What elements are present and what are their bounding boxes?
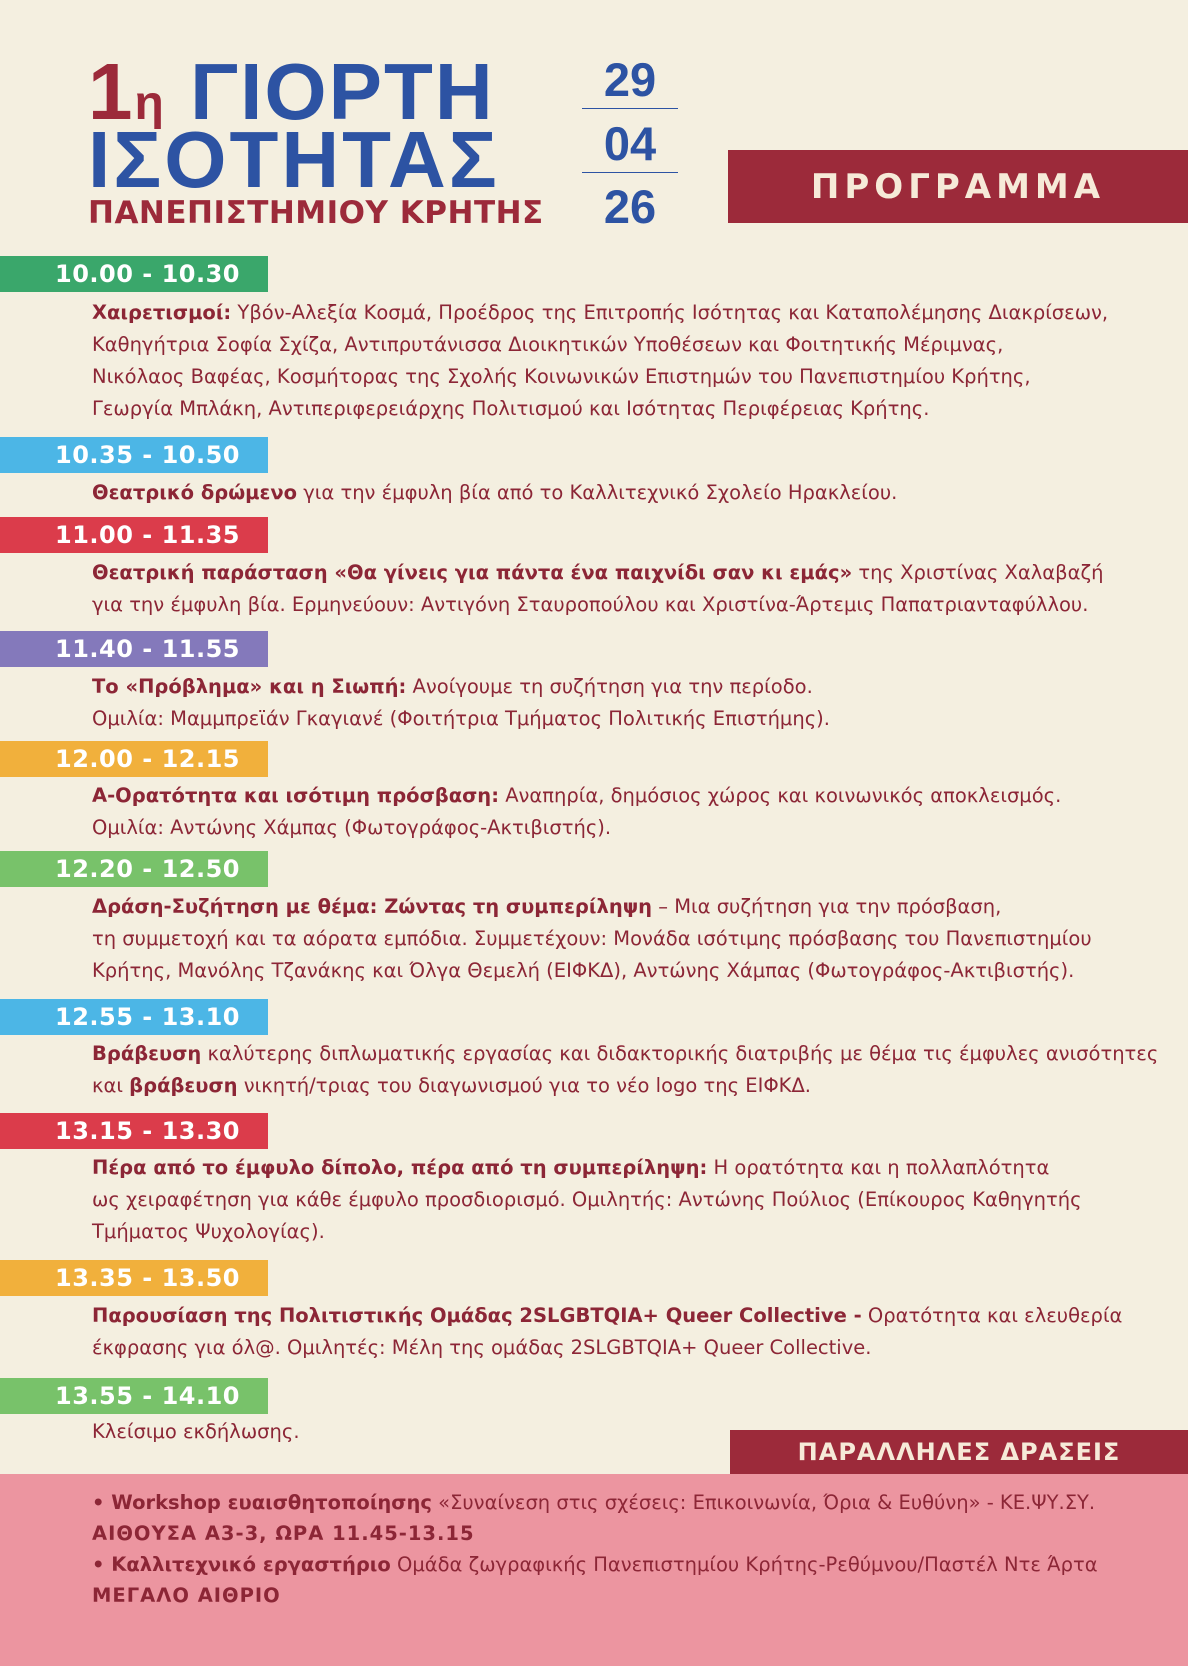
time-slot: 10.00 - 10.30 [0, 256, 268, 292]
item-text: για την έμφυλη βία από το Καλλιτεχνικό Σχολείο Ηρακλείου. [297, 481, 898, 504]
time-slot: 13.55 - 14.10 [0, 1378, 268, 1414]
ordinal-suffix: η [134, 77, 166, 130]
time-slot: 12.20 - 12.50 [0, 851, 268, 887]
parallel-item-heading: • Workshop ευαισθητοποίησης [92, 1491, 432, 1514]
program-banner: ΠΡΟΓΡΑΜΜΑ [728, 150, 1188, 223]
item-text: Η ορατότητα και η πολλαπλότητα [707, 1156, 1050, 1179]
parallel-actions-banner: ΠΑΡΑΛΛΗΛΕΣ ΔΡΑΣΕΙΣ [730, 1430, 1188, 1474]
time-slot: 12.55 - 13.10 [0, 999, 268, 1035]
ordinal-number: 1 [88, 47, 135, 136]
item-text: Ομιλία: Μαμμπρεϊάν Γκαγιανέ (Φοιτήτρια Τμήματος Πολιτικής Επιστήμης). [92, 707, 830, 730]
parallel-item-text: Ομάδα ζωγραφικής Πανεπιστημίου Κρήτης-Ρεθύμνου/Παστέλ Ντε Άρτα [390, 1553, 1098, 1576]
schedule-item [92, 671, 1162, 735]
item-text: Ανοίγουμε τη συζήτηση για την περίοδο. [406, 675, 813, 698]
time-slot: 13.35 - 13.50 [0, 1260, 268, 1296]
schedule-item [92, 1038, 1162, 1102]
title-word-1: ΓΙΟΡΤΗ [190, 47, 495, 136]
item-text: τη συμμετοχή και τα αόρατα εμπόδια. Συμμετέχουν: Μονάδα ισότιμης πρόσβασης του Πανεπιστημίου [92, 927, 1092, 950]
time-slot: 13.15 - 13.30 [0, 1113, 268, 1149]
title-word-2: ΙΣΟΤΗΤΑΣ [88, 115, 500, 204]
schedule-item [92, 557, 1162, 621]
date-month: 04 [603, 117, 657, 170]
parallel-item [92, 1550, 1098, 1580]
item-heading: Δράση-Συζήτηση με θέμα: Ζώντας τη συμπερίληψη [92, 895, 653, 918]
time-slot: 12.00 - 12.15 [0, 741, 268, 777]
item-heading: Βράβευση [92, 1042, 202, 1065]
item-text: Υβόν-Αλεξία Κοσμά, Προέδρος της Επιτροπής Ισότητας και Καταπολέμησης Διακρίσεων, [231, 301, 1109, 324]
parallel-item [92, 1488, 1095, 1518]
event-subtitle: ΠΑΝΕΠΙΣΤΗΜΙΟΥ ΚΡΗΤΗΣ [88, 195, 544, 231]
schedule-item [92, 780, 1162, 844]
schedule-item [92, 477, 1162, 509]
item-text: Κλείσιμο εκδήλωσης. [92, 1420, 300, 1443]
item-text: Ορατότητα και ελευθερία [861, 1304, 1123, 1327]
parallel-item-location: ΑΙΘΟΥΣΑ Α3-3, ΩΡΑ 11.45-13.15 [92, 1522, 475, 1545]
item-text: Αναπηρία, δημόσιος χώρος και κοινωνικός αποκλεισμός. [499, 784, 1062, 807]
date-year: 26 [603, 180, 657, 233]
item-text: Τμήματος Ψυχολογίας). [92, 1220, 325, 1243]
date-day: 29 [603, 53, 657, 106]
item-text: και [92, 1074, 130, 1097]
item-text: ως χειραφέτηση για κάθε έμφυλο προσδιορισμό. Ομιλητής: Αντώνης Πούλιος (Επίκουρος Καθηγητής [92, 1188, 1082, 1211]
parallel-item-text: «Συναίνεση στις σχέσεις: Επικοινωνία, Όρια & Ευθύνη» - ΚΕ.ΨΥ.ΣΥ. [431, 1491, 1096, 1514]
schedule-item [92, 297, 1162, 425]
item-heading: Α-Ορατότητα και ισότιμη πρόσβαση: [92, 784, 499, 807]
schedule-item [92, 891, 1162, 987]
item-heading: Παρουσίαση της Πολιτιστικής Ομάδας 2SLGBTQIA+ Queer Collective - [92, 1304, 862, 1327]
item-heading: Το «Πρόβλημα» και η Σιωπή: [92, 675, 407, 698]
item-text: καλύτερης διπλωματικής εργασίας και διδακτορικής διατριβής με θέμα τις έμφυλες ανισότητες [201, 1042, 1159, 1065]
item-text: Καθηγήτρια Σοφία Σχίζα, Αντιπρυτάνισσα Διοικητικών Υποθέσεων και Φοιτητικής Μέριμνας, [92, 333, 1004, 356]
item-text: Κρήτης, Μανόλης Τζανάκης και Όλγα Θεμελή (ΕΙΦΚΔ), Αντώνης Χάμπας (Φωτογράφος-Ακτιβιστής). [92, 959, 1075, 982]
time-slot: 10.35 - 10.50 [0, 437, 268, 473]
item-text: – Μια συζήτηση για την πρόσβαση, [652, 895, 1002, 918]
item-text: της Χριστίνας Χαλαβαζή [852, 561, 1104, 584]
parallel-item-location: ΜΕΓΑΛΟ ΑΙΘΡΙΟ [92, 1584, 281, 1607]
item-text: Γεωργία Μπλάκη, Αντιπεριφερειάρχης Πολιτισμού και Ισότητας Περιφέρειας Κρήτης. [92, 397, 930, 420]
time-slot: 11.40 - 11.55 [0, 631, 268, 667]
date-divider [582, 108, 678, 109]
item-text: νικητή/τριας του διαγωνισμού για το νέο logo της ΕΙΦΚΔ. [237, 1074, 811, 1097]
schedule-item [92, 1152, 1162, 1248]
item-heading: Θεατρική παράσταση «Θα γίνεις για πάντα ένα παιχνίδι σαν κι εμάς» [92, 561, 853, 584]
item-text: έκφρασης για όλ@. Ομιλητές: Μέλη της ομάδας 2SLGBTQIA+ Queer Collective. [92, 1336, 872, 1359]
time-slot: 11.00 - 11.35 [0, 517, 268, 553]
item-heading: Θεατρικό δρώμενο [92, 481, 298, 504]
item-heading: Πέρα από το έμφυλο δίπολο, πέρα από τη συμπερίληψη: [92, 1156, 708, 1179]
schedule-item [92, 1300, 1162, 1364]
item-text: για την έμφυλη βία. Ερμηνεύουν: Αντιγόνη Σταυροπούλου και Χριστίνα-Άρτεμις Παπατριανταφύλλου. [92, 593, 1089, 616]
item-text: Νικόλαος Βαφέας, Κοσμήτορας της Σχολής Κοινωνικών Επιστημών του Πανεπιστημίου Κρήτης, [92, 365, 1031, 388]
item-heading: Χαιρετισμοί: [92, 301, 232, 324]
date-divider [582, 172, 678, 173]
item-text: Ομιλία: Αντώνης Χάμπας (Φωτογράφος-Ακτιβιστής). [92, 816, 612, 839]
parallel-item-heading: • Καλλιτεχνικό εργαστήριο [92, 1553, 391, 1576]
item-heading: βράβευση [129, 1074, 238, 1097]
